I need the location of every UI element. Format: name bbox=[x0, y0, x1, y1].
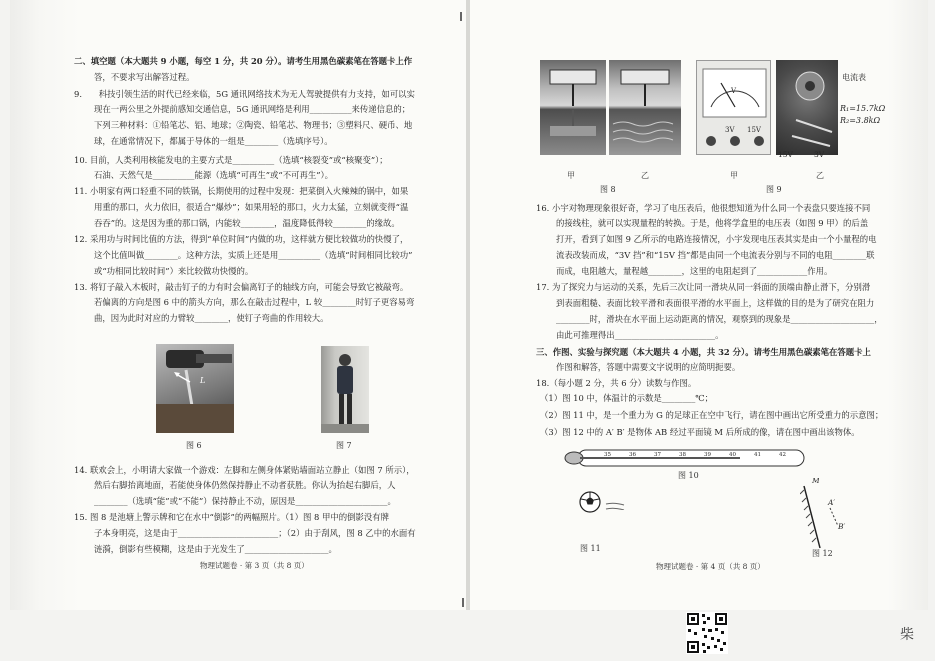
staple-mark bbox=[462, 598, 464, 607]
q14-line: ________（选填“能”或“不能”）保持静止不动，原因是______________________。 bbox=[94, 496, 396, 506]
q15-line: 15. 图 8 是池塘上警示牌和它在水中“倒影”的两幅照片。（1）图 8 甲中的倒影没有牌 bbox=[74, 512, 389, 522]
football-icon bbox=[578, 490, 602, 514]
q16-line: 流表改装而成，“3V 挡”和“15V 挡”都是由同一个电流表分别与不同的电阻________联 bbox=[556, 250, 875, 260]
q10-line: 10. 目前，人类利用核能发电的主要方式是__________（选填“核裂变”或“核聚变”）； bbox=[74, 155, 388, 165]
terminal-15v-label: 15V bbox=[778, 150, 793, 159]
internal-circuit-drawing bbox=[776, 60, 838, 155]
resistor-r1-label: R₁=15.7kΩ bbox=[840, 104, 886, 113]
figure-6-photo bbox=[156, 344, 234, 433]
hammer-nail-drawing bbox=[156, 344, 234, 433]
q11-line: 吞吞”的。这是因为重的那口锅，内能较________，温度降低得较________的缘故。 bbox=[94, 218, 400, 228]
figure-11-football bbox=[578, 490, 602, 514]
figure-7-caption: 图 7 bbox=[336, 441, 352, 450]
figure-12-caption: 图 12 bbox=[812, 549, 833, 558]
figure-8-jia-caption: 甲 bbox=[567, 171, 575, 180]
q16-line: 的接线柱，就可以实现量程的转换。于是，他将学盒里的电压表（如图 9 甲）的后盖 bbox=[556, 218, 869, 228]
figure-8-yi-photo bbox=[609, 60, 681, 155]
q18-line: （1）图 10 中，体温计的示数是________℃； bbox=[540, 393, 714, 403]
q15-line: 子本身明亮，这是由于________________________；（2）由于刮风，图 8 乙中的水面有 bbox=[94, 528, 416, 538]
thermometer-tick-label: 39 bbox=[704, 452, 711, 458]
qr-code bbox=[686, 612, 728, 654]
q18-line: 18.（每小题 2 分，共 6 分）读数与作图。 bbox=[536, 378, 697, 388]
motion-lines-icon bbox=[604, 501, 626, 510]
q13-line: 曲，因为此时对应的力臂较________，使钉子弯曲的作用较大。 bbox=[94, 313, 329, 323]
mirror-m-label: M bbox=[812, 478, 820, 485]
figure-11-caption: 图 11 bbox=[580, 544, 601, 553]
terminal-3v-label: 3V bbox=[814, 150, 825, 159]
q10-line: 石油、天然气是__________能源（选填“可再生”或“不可再生”）。 bbox=[94, 170, 334, 180]
q11-line: 11. 小明家有两口轻重不同的铁锅，长期使用的过程中发现：把菜倒入火辣辣的锅中，如果 bbox=[74, 186, 409, 196]
figure-9-caption: 图 9 bbox=[766, 185, 782, 194]
figure-8-jia-photo bbox=[540, 60, 606, 155]
qr-code-icon bbox=[686, 612, 728, 654]
q15-line: 涟漪，倒影有些模糊，这是由于光发生了____________________。 bbox=[94, 544, 337, 554]
q9-line: 球，在通常情况下，都属于导体的一组是________（选填序号）。 bbox=[94, 136, 333, 146]
resistor-r2-label: R₂=3.8kΩ bbox=[840, 116, 881, 125]
staple-mark bbox=[460, 12, 462, 21]
thermometer-body-drawing bbox=[560, 448, 810, 468]
ammeter-label: 电流表 bbox=[842, 73, 866, 82]
figure-8-caption: 图 8 bbox=[600, 185, 616, 194]
q12-line: 或“功相同比较时间”）来比较做功快慢的。 bbox=[94, 266, 254, 276]
voltmeter-dial-drawing bbox=[697, 61, 771, 155]
section-three-title: 三、作图、实验与探究题（本大题共 4 小题，共 32 分）。请考生用黑色碳素笔在答题卡上 bbox=[536, 347, 871, 357]
q9-line: 现在一两公里之外提前感知交通信息，5G 通讯网络是利用__________来传递信息的； bbox=[94, 104, 411, 114]
figure-8-yi-caption: 乙 bbox=[641, 171, 649, 180]
voltmeter-v-label: V bbox=[731, 87, 737, 95]
voltmeter-3v-label: 3V bbox=[725, 126, 735, 134]
q16-line: 打开，看到了如图 9 乙所示的电路连接情况，小宇发现电压表其实是由一个小量程的电 bbox=[556, 234, 877, 244]
page-fold bbox=[466, 0, 470, 610]
q9-line: 下列三种材料：①铅笔芯、铝、地球；②陶瓷、铅笔芯、物理书；③塑料尺、硬币、地 bbox=[94, 120, 413, 130]
right-page-footer: 物理试题卷 · 第 4 页（共 8 页） bbox=[656, 562, 765, 571]
q11-line: 用重的那口，火力依旧，很适合“爆炒”；如果用轻的那口，火力太猛，立刻就变得“温 bbox=[94, 202, 409, 212]
thermometer-tick-label: 42 bbox=[779, 452, 786, 458]
mirror-a-prime-label: A′ bbox=[828, 498, 836, 507]
figure-9-jia-voltmeter bbox=[696, 60, 771, 155]
q12-line: 这个比值叫做________。这种方法，实质上还是用__________（选填“时间相同比较功” bbox=[94, 250, 413, 260]
left-page-footer: 物理试题卷 · 第 3 页（共 8 页） bbox=[200, 561, 309, 570]
voltmeter-15v-label: 15V bbox=[747, 126, 761, 134]
q17-line: 到表面粗糙、表面比较平滑和表面很平滑的水平面上，这样做的目的是为了研究在阻力 bbox=[556, 298, 875, 308]
warning-sign-drawing bbox=[540, 60, 606, 155]
figure-9-yi-internal-photo bbox=[776, 60, 838, 155]
thermometer-tick-label: 35 bbox=[604, 452, 611, 458]
section-two-title-cont: 答，不要求写出解答过程。 bbox=[94, 72, 195, 82]
figure-7-photo bbox=[321, 346, 369, 433]
q14-line: 14. 联欢会上，小明请大家做一个游戏：左脚和左侧身体紧贴墙面站立静止（如图 7 所示）， bbox=[74, 465, 415, 475]
q12-line: 12. 采用功与时间比值的方法，得到“单位时间”内做的功，这样就方便比较做功的快慢了， bbox=[74, 234, 409, 244]
q17-line: ________时，滑块在水平面上运动距离的情况，观察到的现象是____________________， bbox=[556, 314, 883, 324]
figure-9-yi-caption: 乙 bbox=[816, 171, 824, 180]
plane-mirror-drawing bbox=[800, 478, 848, 550]
football-motion-lines bbox=[604, 498, 626, 510]
figure-9-jia-caption: 甲 bbox=[730, 171, 738, 180]
figure-10-thermometer bbox=[560, 448, 810, 468]
thermometer-tick-label: 41 bbox=[754, 452, 761, 458]
q16-line: 而成，电阻越大，量程越________，这里的电阻起到了____________作用。 bbox=[556, 266, 833, 276]
section-three-title-cont: 作图和解答，答题中需要文字说明的应简明扼要。 bbox=[556, 362, 741, 372]
mirror-b-prime-label: B′ bbox=[838, 522, 846, 531]
figure-12-mirror bbox=[800, 478, 848, 550]
figure-6-caption: 图 6 bbox=[186, 441, 202, 450]
thermometer-tick-label: 36 bbox=[629, 452, 636, 458]
q16-line: 16. 小宇对物理现象很好奇，学习了电压表后，他很想知道为什么同一个表盘只要连接不同 bbox=[536, 203, 871, 213]
figure-10-caption: 图 10 bbox=[678, 471, 699, 480]
thermometer-tick-label: 40 bbox=[729, 452, 736, 458]
q17-line: 由此可推理得出________________________。 bbox=[556, 330, 724, 340]
person-at-wall-drawing bbox=[321, 346, 369, 433]
thermometer-tick-label: 37 bbox=[654, 452, 661, 458]
q13-line: 若偏离的方向是图 6 中的箭头方向，那么在敲击过程中，L 较________时钉子更容易弯 bbox=[94, 297, 415, 307]
q9-line: 9. 科技引领生活的时代已经来临，5G 通讯网络技术为无人驾驶提供有力支持，如可以实 bbox=[74, 89, 415, 99]
thermometer-tick-label: 38 bbox=[679, 452, 686, 458]
warning-sign-ripple-drawing bbox=[609, 60, 681, 155]
figure-6-l-label: L bbox=[200, 376, 206, 385]
q13-line: 13. 将钉子敲入木板时，敲击钉子的力有时会偏离钉子的轴线方向，可能会导致它被敲弯。 bbox=[74, 282, 409, 292]
q18-line: （3）图 12 中的 A′ B′ 是物体 AB 经过平面镜 M 后所成的像，请在图中画出该物体。 bbox=[540, 427, 860, 437]
section-two-title: 二、填空题（本大题共 9 小题，每空 1 分，共 20 分）。请考生用黑色碳素笔在答题卡上作 bbox=[74, 56, 413, 66]
corner-character: 柴 bbox=[900, 627, 914, 643]
q17-line: 17. 为了探究力与运动的关系，先后三次让同一滑块从同一斜面的顶端由静止滑下，分别滑 bbox=[536, 282, 871, 292]
q14-line: 然后右脚抬离地面，若能使身体仍然保持静止不动者获胜。你认为抬起右脚后，人 bbox=[94, 480, 396, 490]
q18-line: （2）图 11 中，是一个重力为 G 的足球正在空中飞行，请在图中画出它所受重力的示意图； bbox=[540, 410, 884, 420]
